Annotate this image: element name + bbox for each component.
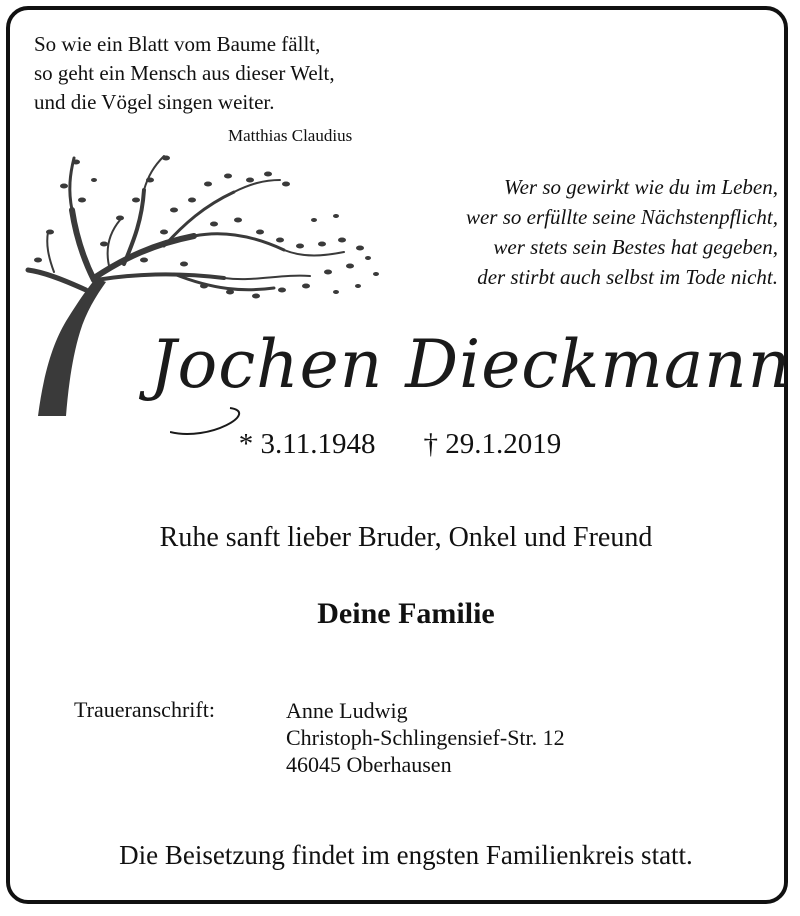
poem-top-line: So wie ein Blatt vom Baume fällt,	[34, 32, 321, 56]
address-block	[286, 697, 565, 778]
poem-top-line: und die Vögel singen weiter.	[34, 90, 275, 114]
poem-top	[34, 30, 335, 117]
life-dates	[0, 428, 800, 461]
poem-author: Matthias Claudius	[228, 126, 353, 145]
poem-right-line: wer stets sein Bestes hat gegeben,	[493, 235, 778, 259]
address-label: Traueranschrift:	[74, 697, 215, 722]
poem-top-line: so geht ein Mensch aus dieser Welt,	[34, 61, 335, 85]
address-city: 46045 Oberhausen	[286, 752, 452, 777]
birth-date: * 3.11.1948	[238, 428, 376, 460]
poem-right-line: der stirbt auch selbst im Tode nicht.	[477, 265, 778, 289]
poem-right-line: Wer so gewirkt wie du im Leben,	[504, 175, 778, 199]
address-street: Christoph-Schlingensief-Str. 12	[286, 725, 565, 750]
address-name: Anne Ludwig	[286, 698, 408, 723]
deceased-name: Jochen Dieckmann	[150, 326, 792, 403]
poem-right-line: wer so erfüllte seine Nächstenpflicht,	[465, 205, 778, 229]
burial-note: Die Beisetzung findet im engsten Familienkreis statt.	[119, 840, 693, 870]
farewell-line: Ruhe sanft lieber Bruder, Onkel und Freund	[159, 522, 653, 553]
poem-right	[466, 172, 778, 292]
signature: Deine Familie	[317, 597, 495, 630]
death-date: † 29.1.2019	[423, 428, 562, 460]
